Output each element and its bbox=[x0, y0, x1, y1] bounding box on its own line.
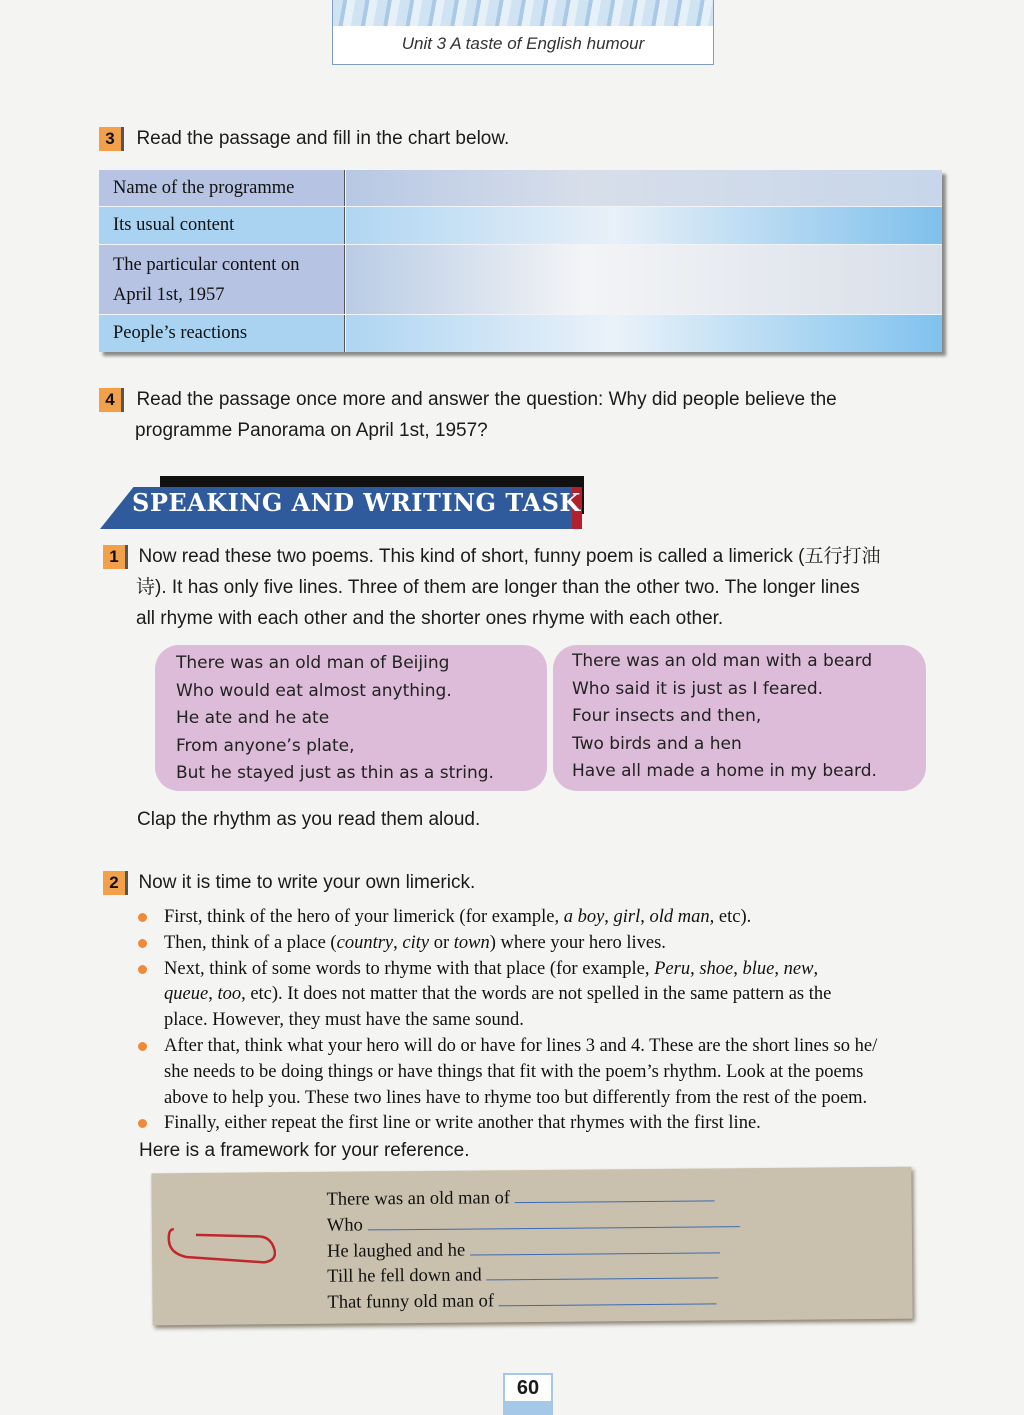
framework-line bbox=[327, 1287, 740, 1316]
separator: , bbox=[690, 958, 700, 979]
blank-line[interactable] bbox=[367, 1212, 739, 1230]
separator: , bbox=[393, 932, 403, 953]
poem2-line: Two birds and a hen bbox=[572, 733, 742, 754]
framework-prompt: Till he fell down and bbox=[327, 1265, 482, 1288]
bullet-text: After that, think what your hero will do or have for lines 3 and 4. These are the short lines so he/ bbox=[164, 1035, 878, 1056]
q3-number: 3 bbox=[99, 127, 124, 151]
task2-heading bbox=[103, 867, 475, 898]
bullet-text: Then, think of a place ( bbox=[164, 932, 337, 953]
bullet-list bbox=[134, 905, 952, 1137]
framework-prompt: He laughed and he bbox=[326, 1240, 466, 1262]
q4-text-line1: Read the passage once more and answer the question: Why did people believe the bbox=[136, 389, 837, 410]
unit-title: Unit 3 A taste of English humour bbox=[401, 34, 645, 53]
separator: or bbox=[429, 932, 454, 953]
chart-answer-content[interactable] bbox=[346, 206, 942, 244]
framework-note bbox=[151, 1167, 912, 1326]
q3-heading bbox=[99, 123, 509, 154]
example-word: new bbox=[783, 958, 814, 979]
chart-label-particular bbox=[99, 244, 345, 314]
chart-label-particular-line1: The particular content on bbox=[113, 255, 300, 275]
blank-line[interactable] bbox=[470, 1238, 720, 1255]
task1-line2: 诗). It has only five lines. Three of them are longer than the other two. The longer lines bbox=[136, 577, 860, 598]
bullet-item bbox=[134, 1111, 952, 1137]
chart-label-usual: Its usual content bbox=[99, 206, 345, 244]
poem2-line: Four insects and then, bbox=[572, 706, 762, 726]
bullet-text: Next, think of some words to rhyme with that place (for example, bbox=[164, 958, 655, 979]
section-banner-title: SPEAKING AND WRITING TASK bbox=[132, 488, 581, 517]
task2-instruction: Now it is time to write your own limerick. bbox=[138, 872, 476, 893]
framework-line bbox=[327, 1210, 740, 1239]
blank-line[interactable] bbox=[498, 1290, 716, 1307]
bullet-text: First, think of the hero of your limerick (for example, bbox=[164, 907, 564, 927]
task2-number: 2 bbox=[103, 871, 128, 895]
separator: , bbox=[774, 958, 784, 979]
chart-label-particular-line2: April 1st, 1957 bbox=[113, 285, 225, 305]
unit-header bbox=[332, 0, 714, 65]
example-word: a boy bbox=[563, 907, 605, 927]
framework-prompt: Who bbox=[326, 1215, 363, 1236]
task1-line1: Now read these two poems. This kind of short, funny poem is called a limerick (五行打油 bbox=[138, 546, 881, 567]
poem2-line: Have all made a home in my beard. bbox=[572, 761, 877, 781]
framework-line bbox=[327, 1262, 740, 1291]
q3-instruction: Read the passage and fill in the chart below. bbox=[136, 128, 510, 149]
bullet-item bbox=[134, 905, 952, 931]
example-word: country bbox=[336, 932, 394, 953]
example-word: Peru bbox=[654, 958, 691, 979]
framework-line bbox=[326, 1184, 739, 1213]
example-word: girl bbox=[613, 907, 641, 927]
separator: , bbox=[640, 907, 650, 927]
poem1-line: There was an old man of Beijing bbox=[176, 653, 450, 673]
bullet-text: , etc). bbox=[709, 907, 752, 927]
bullet-dot bbox=[138, 939, 147, 948]
task1-block bbox=[103, 541, 963, 634]
chart-label-reactions: People’s reactions bbox=[99, 314, 345, 352]
bullet-item bbox=[134, 957, 952, 1034]
framework-prompt: That funny old man of bbox=[327, 1291, 495, 1313]
chart-label-name: Name of the programme bbox=[99, 170, 345, 206]
example-word: city bbox=[402, 932, 430, 953]
poem2-line: Who said it is just as I feared. bbox=[572, 678, 824, 699]
bullet-text: ) where your hero lives. bbox=[489, 932, 666, 953]
chart-divider bbox=[99, 314, 942, 315]
poem-box-beard bbox=[553, 645, 926, 791]
bullet-text: , etc). It does not matter that the words are not spelled in the same pattern as the bbox=[241, 984, 832, 1005]
blank-line[interactable] bbox=[486, 1264, 718, 1281]
bullet-item bbox=[134, 931, 952, 957]
task1-number: 1 bbox=[103, 545, 128, 569]
example-word: blue bbox=[742, 958, 775, 979]
clap-instruction: Clap the rhythm as you read them aloud. bbox=[137, 809, 481, 830]
bullet-dot bbox=[138, 965, 147, 974]
example-word: old man bbox=[649, 907, 710, 927]
bullet-text: above to help you. These two lines have to rhyme too but differently from the rest of the poem. bbox=[164, 1087, 868, 1108]
framework-prompt: There was an old man of bbox=[326, 1188, 511, 1210]
q4-block bbox=[99, 384, 959, 446]
example-word: queue bbox=[164, 984, 209, 1005]
poem1-line: But he stayed just as thin as a string. bbox=[176, 763, 494, 783]
page-number: 60 bbox=[505, 1375, 551, 1401]
chart-divider bbox=[99, 244, 942, 245]
example-word: town bbox=[453, 932, 490, 953]
separator: , bbox=[813, 958, 819, 979]
poem1-line: From anyone’s plate, bbox=[176, 735, 355, 756]
chart-answer-name[interactable] bbox=[346, 170, 942, 206]
blank-line[interactable] bbox=[515, 1186, 715, 1203]
framework-line bbox=[327, 1236, 740, 1265]
bullet-text: place. However, they must have the same sound. bbox=[164, 1010, 524, 1031]
framework-lines bbox=[326, 1184, 740, 1317]
example-word: too bbox=[217, 984, 242, 1005]
q4-text-line2: programme Panorama on April 1st, 1957? bbox=[135, 420, 488, 441]
chart-divider bbox=[99, 206, 942, 207]
bullet-item bbox=[134, 1034, 952, 1111]
paperclip-icon bbox=[166, 1222, 276, 1267]
bullet-text: Finally, either repeat the first line or write another that rhymes with the first line. bbox=[164, 1113, 761, 1134]
framework-intro: Here is a framework for your reference. bbox=[139, 1140, 470, 1161]
chart-answer-reactions[interactable] bbox=[346, 314, 942, 352]
bullet-text: she needs to be doing things or have things that fit with the poem’s rhythm. Look at the poems bbox=[164, 1061, 864, 1082]
separator: , bbox=[208, 984, 218, 1005]
bullet-dot bbox=[138, 1119, 147, 1128]
q4-number: 4 bbox=[99, 388, 124, 412]
header-decoration bbox=[333, 0, 713, 26]
bullet-dot bbox=[138, 913, 147, 922]
task1-line3: all rhyme with each other and the shorter ones rhyme with each other. bbox=[136, 608, 724, 629]
example-word: shoe bbox=[699, 958, 734, 979]
poem1-line: He ate and he ate bbox=[176, 708, 330, 728]
reading-chart bbox=[99, 170, 942, 352]
poem-box-beijing bbox=[155, 645, 547, 791]
poem1-line: Who would eat almost anything. bbox=[176, 680, 452, 701]
chart-answer-particular[interactable] bbox=[346, 244, 942, 314]
bullet-dot bbox=[138, 1042, 147, 1051]
separator: , bbox=[604, 907, 614, 927]
poem2-line: There was an old man with a beard bbox=[572, 651, 873, 671]
separator: , bbox=[733, 958, 743, 979]
